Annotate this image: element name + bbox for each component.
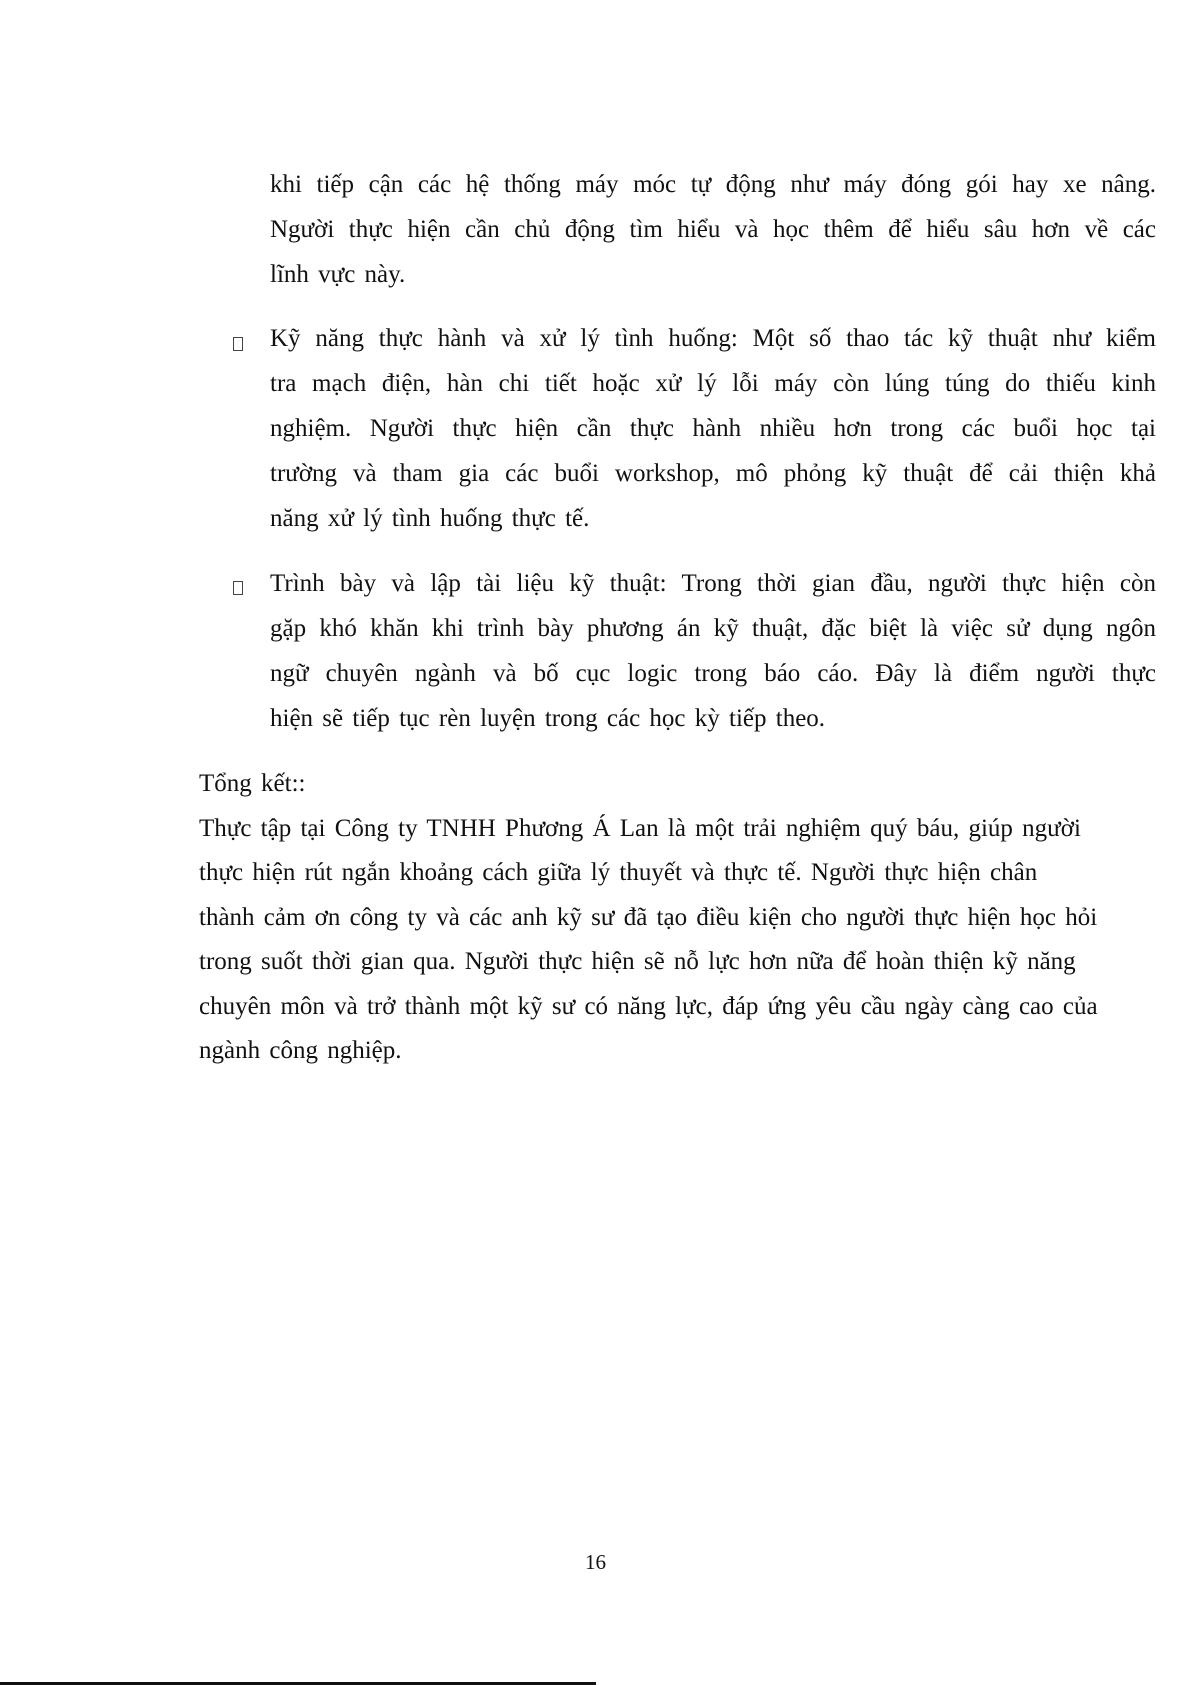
bullet-line: trường và tham gia các buổi workshop, mô phỏng kỹ thuật để cải thiện khả xyxy=(270,460,1156,487)
bullet-line: ngữ chuyên ngành và bố cục logic trong báo cáo. Đây là điểm người thực xyxy=(270,660,1156,687)
bullet-line: hiện sẽ tiếp tục rèn luyện trong các học kỳ tiếp theo. xyxy=(270,705,826,732)
bullet-line: gặp khó khăn khi trình bày phương án kỹ thuật, đặc biệt là việc sử dụng ngôn xyxy=(270,615,1156,642)
summary-heading: Tổng kết:: xyxy=(199,770,306,797)
bullet-line: tra mạch điện, hàn chi tiết hoặc xử lý lỗi máy còn lúng túng do thiếu kinh xyxy=(270,370,1156,397)
summary-line: thành cảm ơn công ty và các anh kỹ sư đã tạo điều kiện cho người thực hiện học hỏi xyxy=(199,904,1098,931)
bullet-line: nghiệm. Người thực hiện cần thực hành nhiều hơn trong các buổi học tại xyxy=(270,415,1156,442)
summary-line: thực hiện rút ngắn khoảng cách giữa lý thuyết và thực tế. Người thực hiện chân xyxy=(199,859,1038,886)
paragraph-line: khi tiếp cận các hệ thống máy móc tự động như máy đóng gói hay xe nâng. xyxy=(270,171,1156,198)
summary-line: Thực tập tại Công ty TNHH Phương Á Lan là một trải nghiệm quý báu, giúp người xyxy=(199,815,1081,842)
summary-line: ngành công nghiệp. xyxy=(199,1037,402,1064)
bullet-marker-icon xyxy=(233,337,243,351)
bullet-line: Trình bày và lập tài liệu kỹ thuật: Trong thời gian đầu, người thực hiện còn xyxy=(270,570,1156,597)
bullet-line: Kỹ năng thực hành và xử lý tình huống: Một số thao tác kỹ thuật như kiểm xyxy=(270,325,1156,352)
bullet-marker-icon xyxy=(233,581,243,595)
bullet-line: năng xử lý tình huống thực tế. xyxy=(270,505,590,532)
paragraph-line: Người thực hiện cần chủ động tìm hiểu và học thêm để hiểu sâu hơn về các xyxy=(270,216,1156,243)
paragraph-line: lĩnh vực này. xyxy=(270,261,406,288)
page-number: 16 xyxy=(585,1550,606,1574)
summary-line: chuyên môn và trở thành một kỹ sư có năng lực, đáp ứng yêu cầu ngày càng cao của xyxy=(199,993,1098,1020)
summary-line: trong suốt thời gian qua. Người thực hiện sẽ nỗ lực hơn nữa để hoàn thiện kỹ năng xyxy=(199,948,1076,975)
